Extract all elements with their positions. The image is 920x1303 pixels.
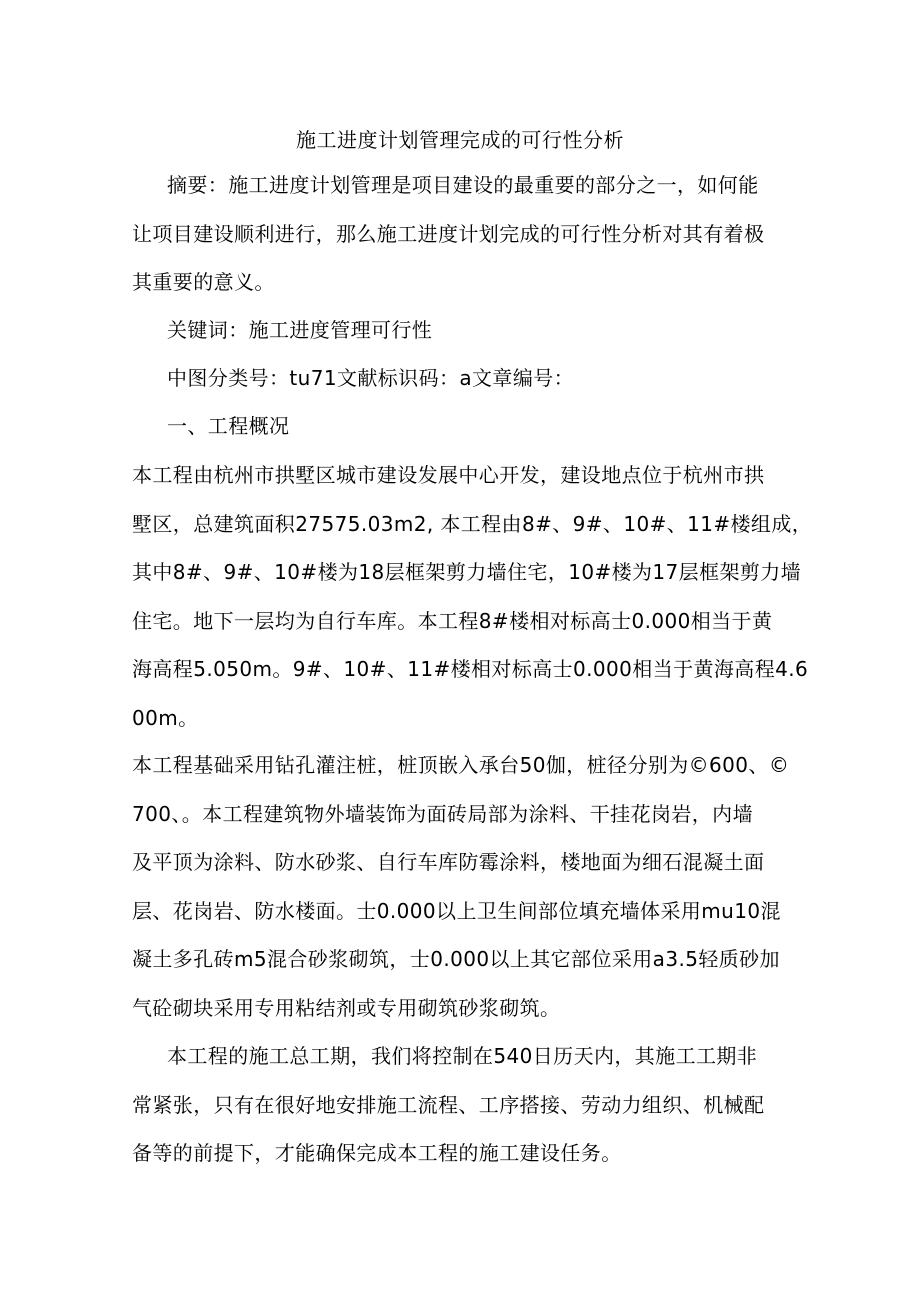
keywords-line: 关键词：施工进度管理可行性 (167, 318, 433, 342)
section-heading (132, 402, 772, 451)
classification-line: 中图分类号：tu71文献标识码：a文章编号： (167, 366, 575, 390)
abstract-line: 其重要的意义。 (132, 270, 275, 294)
paragraph-line: 其中8#、9#、10#楼为18层框架剪力墙住宅，10#楼为17层框架剪力墙 (132, 560, 802, 584)
schedule-paragraph (132, 1032, 772, 1178)
paragraph-line: 海高程5.050m。9#、10#、11#楼相对标高士0.000相当于黄海高程4.6 (132, 657, 809, 681)
abstract-line: 让项目建设顺利进行，那么施工进度计划完成的可行性分析对其有着极 (132, 221, 765, 246)
paragraph-line: 700、。本工程建筑物外墙装饰为面砖局部为涂料、干挂花岗岩，内墙 (132, 801, 753, 826)
paragraph-line: 住宅。地下一层均为自行车库。本工程8#楼相对标高士0.000相当于黄 (132, 608, 773, 633)
classification-paragraph (132, 354, 772, 403)
paragraph-line: 本工程由杭州市拱墅区城市建设发展中心开发，建设地点位于杭州市拱 (132, 463, 765, 487)
abstract-line: 摘要：施工进度计划管理是项目建设的最重要的部分之一，如何能 (167, 173, 759, 197)
document-title: 施工进度计划管理完成的可行性分析 (296, 128, 624, 152)
paragraph-line: 气砼砌块采用专用粘结剂或专用砌筑砂浆砌筑。 (132, 995, 561, 1020)
paragraph-line: 凝土多孔砖m5混合砂浆砌筑，士0.000以上其它部位采用a3.5轻质砂加 (132, 947, 780, 971)
section-heading-line: 一、工程概况 (167, 414, 290, 438)
paragraph-line: 层、花岗岩、防水楼面。士0.000以上卫生间部位填充墙体采用mu10混 (132, 898, 781, 923)
abstract-paragraph (132, 161, 772, 307)
keywords-paragraph (132, 306, 772, 355)
paragraph-line: 墅区，总建筑面积27575.03m2, 本工程由8#、9#、10#、11#楼组成， (132, 511, 813, 536)
paragraph-line: 常紧张，只有在很好地安排施工流程、工序搭接、劳动力组织、机械配 (132, 1092, 765, 1117)
paragraph-line: 本工程基础采用钻孔灌注桩，桩顶嵌入承台50伽，桩径分别为©600、© (132, 753, 790, 777)
paragraph-line: 备等的前提下，才能确保完成本工程的施工建设任务。 (132, 1141, 622, 1165)
project-overview-paragraph (132, 451, 813, 742)
paragraph-line: 本工程的施工总工期，我们将控制在540日历天内，其施工工期非 (167, 1044, 758, 1068)
paragraph-line: 00m。 (132, 705, 199, 730)
paragraph-line: 及平顶为涂料、防水砂浆、自行车库防霉涂料，楼地面为细石混凝土面 (132, 850, 765, 874)
foundation-paragraph (132, 741, 790, 1032)
